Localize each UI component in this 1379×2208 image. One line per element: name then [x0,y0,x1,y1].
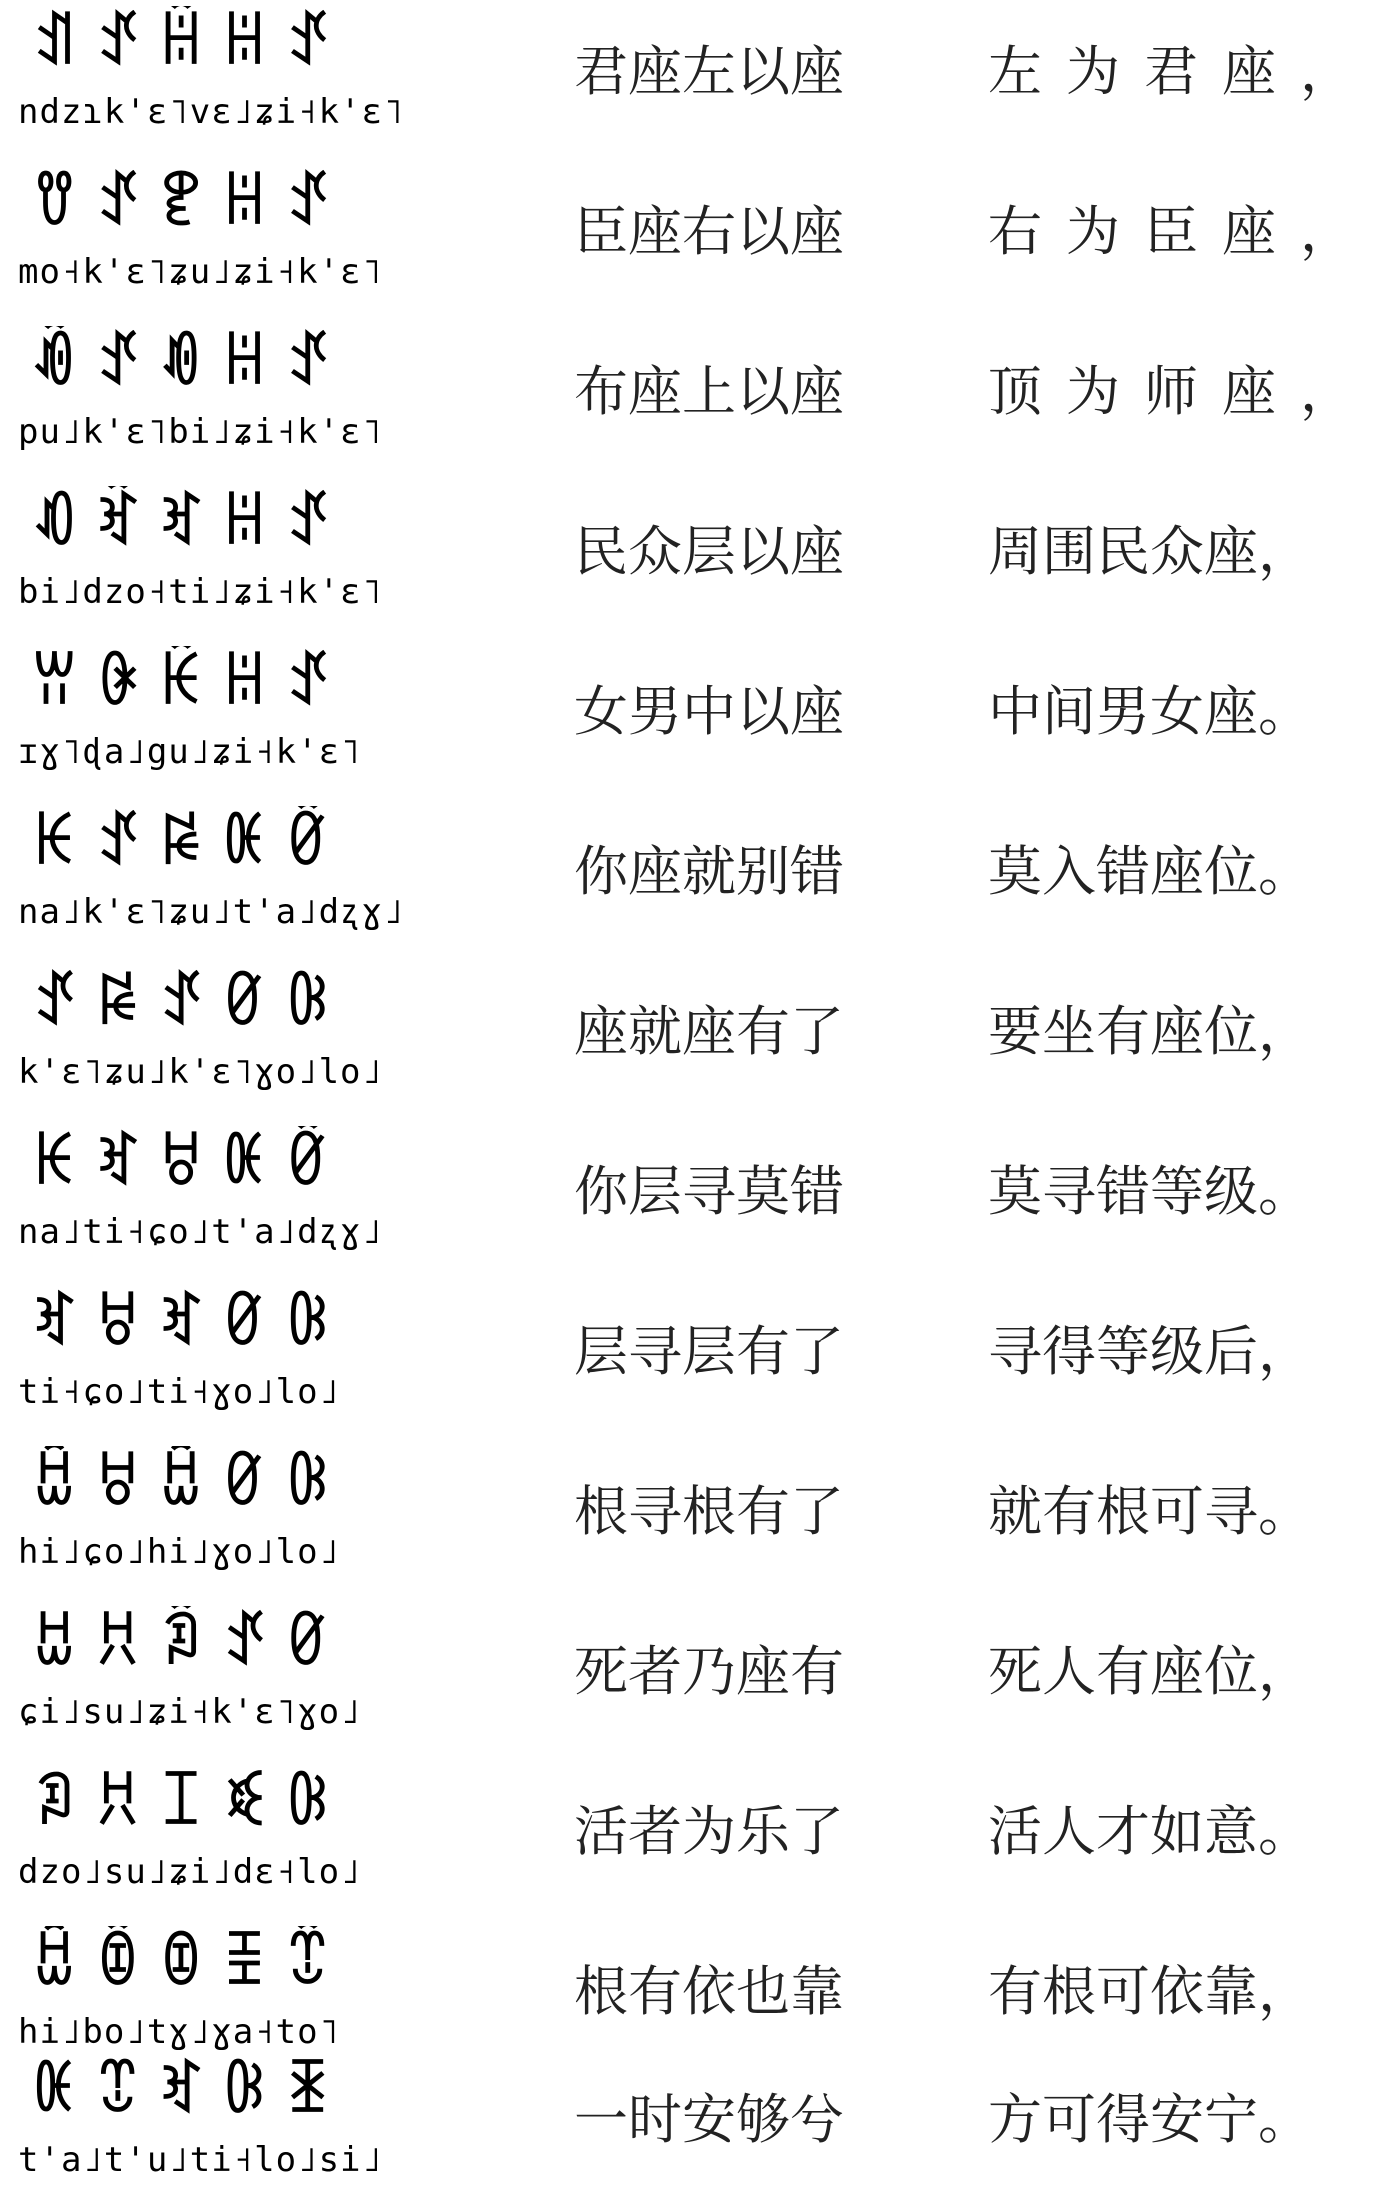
chinese-free-translation: 莫入错座位。 [988,840,1312,903]
yi-romanization-line: na˩ti˧ɕo˩t'a˩dʐɣ˩ [18,1212,383,1252]
yi-script-line: ꀟꀞꀟꀜꀝ [32,1449,349,1517]
verse-row [0,1600,1379,1760]
chinese-free-translation: 活人才如意。 [988,1800,1312,1863]
chinese-free-translation: 右为臣座， [988,200,1378,263]
verse-row [0,640,1379,800]
chinese-free-translation: 死人有座位， [988,1640,1312,1703]
chinese-literal-translation: 君座左以座 [574,40,844,103]
yi-script-line: ꀟꀦꀧꀨꀩ [32,1929,349,1997]
yi-romanization-line: ɕi˩su˩ʑi˧k'ɛ˥ɣo˩ [18,1692,362,1732]
yi-column [18,6,458,146]
yi-column [18,806,458,946]
yi-romanization-line: dzo˩su˩ʑi˩dɛ˧lo˩ [18,1852,362,1892]
yi-column [18,966,458,1106]
yi-romanization-line: bi˩dzo˧ti˩ʑi˧k'ɛ˥ [18,572,383,612]
yi-column [18,1446,458,1586]
yi-script-line: ꀚꀪꀔꀝꀫ [32,2057,349,2125]
chinese-free-translation: 方可得安宁。 [988,2088,1312,2151]
verse-row [0,1440,1379,1600]
yi-romanization-line: ndzɿk'ɛ˥vɛ˩ʑi˧k'ɛ˥ [18,92,405,132]
chinese-free-translation: 要坐有座位， [988,1000,1312,1063]
yi-romanization-line: pu˩k'ɛ˥bi˩ʑi˧k'ɛ˥ [18,412,383,452]
yi-romanization-line: ti˧ɕo˩ti˧ɣo˩lo˩ [18,1372,341,1412]
yi-romanization-line: k'ɛ˥ʑu˩k'ɛ˥ɣo˩lo˩ [18,1052,383,1092]
yi-script-line: ꀒꀓꀔꀍꀋ [32,489,349,557]
yi-column [18,486,458,626]
yi-romanization-line: ɪɣ˥ɖa˩gu˩ʑi˧k'ɛ˥ [18,732,362,772]
chinese-literal-translation: 民众层以座 [574,520,844,583]
yi-column [18,326,458,466]
yi-romanization-line: hi˩ɕo˩hi˩ɣo˩lo˩ [18,1532,341,1572]
yi-column [18,1606,458,1746]
chinese-literal-translation: 活者为乐了 [574,1800,844,1863]
chinese-literal-translation: 死者乃座有 [574,1640,844,1703]
yi-romanization-line: hi˩bo˩tɣ˩ɣa˧to˥ [18,2012,341,2052]
chinese-literal-translation: 臣座右以座 [574,200,844,263]
chinese-free-translation: 就有根可寻。 [988,1480,1312,1543]
verse-row [0,2048,1379,2208]
yi-romanization-line: mo˧k'ɛ˥ʑu˩ʑi˧k'ɛ˥ [18,252,383,292]
yi-romanization-line: na˩k'ɛ˥ʑu˩t'a˩dʐɣ˩ [18,892,405,932]
chinese-literal-translation: 层寻层有了 [574,1320,844,1383]
verse-row [0,1120,1379,1280]
yi-column [18,2054,458,2194]
yi-script-line: ꀕꀖꀗꀍꀋ [32,649,349,717]
yi-column [18,646,458,786]
verse-row [0,960,1379,1120]
verse-row [0,1760,1379,1920]
verse-row [0,800,1379,960]
chinese-free-translation: 左为君座， [988,40,1378,103]
chinese-literal-translation: 座就座有了 [574,1000,844,1063]
yi-column [18,1766,458,1906]
verse-row [0,160,1379,320]
chinese-free-translation: 莫寻错等级。 [988,1160,1312,1223]
chinese-free-translation: 中间男女座。 [988,680,1312,743]
yi-column [18,1126,458,1266]
verse-row [0,1280,1379,1440]
chinese-free-translation: 有根可依靠， [988,1960,1312,2023]
yi-romanization-line: t'a˩t'u˩ti˧lo˩si˩ [18,2140,383,2180]
yi-script-line: ꀣꀡꀤꀥꀝ [32,1769,349,1837]
yi-script-line: ꀐꀋꀑꀍꀋ [32,329,349,397]
yi-script-line: ꀘꀋꀙꀚꀛ [32,809,349,877]
chinese-free-translation: 顶为师座， [988,360,1378,423]
yi-column [18,1286,458,1426]
yi-script-line: ꀘꀔꀞꀚꀛ [32,1129,349,1197]
chinese-free-translation: 周围民众座， [988,520,1312,583]
chinese-literal-translation: 根寻根有了 [574,1480,844,1543]
yi-column [18,1926,458,2066]
chinese-literal-translation: 女男中以座 [574,680,844,743]
yi-script-line: ꀔꀞꀔꀜꀝ [32,1289,349,1357]
chinese-literal-translation: 一时安够兮 [574,2088,844,2151]
verse-row [0,320,1379,480]
verse-row [0,0,1379,160]
chinese-free-translation: 寻得等级后， [988,1320,1312,1383]
yi-column [18,166,458,306]
chinese-literal-translation: 布座上以座 [574,360,844,423]
yi-script-line: ꀠꀡꀢꀋꀜ [32,1609,349,1677]
chinese-literal-translation: 你层寻莫错 [574,1160,844,1223]
yi-script-line: ꀊꀋꀌꀍꀋ [32,9,349,77]
yi-script-line: ꀋꀙꀋꀜꀝ [32,969,349,1037]
chinese-literal-translation: 根有依也靠 [574,1960,844,2023]
verse-row [0,480,1379,640]
chinese-literal-translation: 你座就别错 [574,840,844,903]
yi-script-line: ꀎꀋꀏꀍꀋ [32,169,349,237]
